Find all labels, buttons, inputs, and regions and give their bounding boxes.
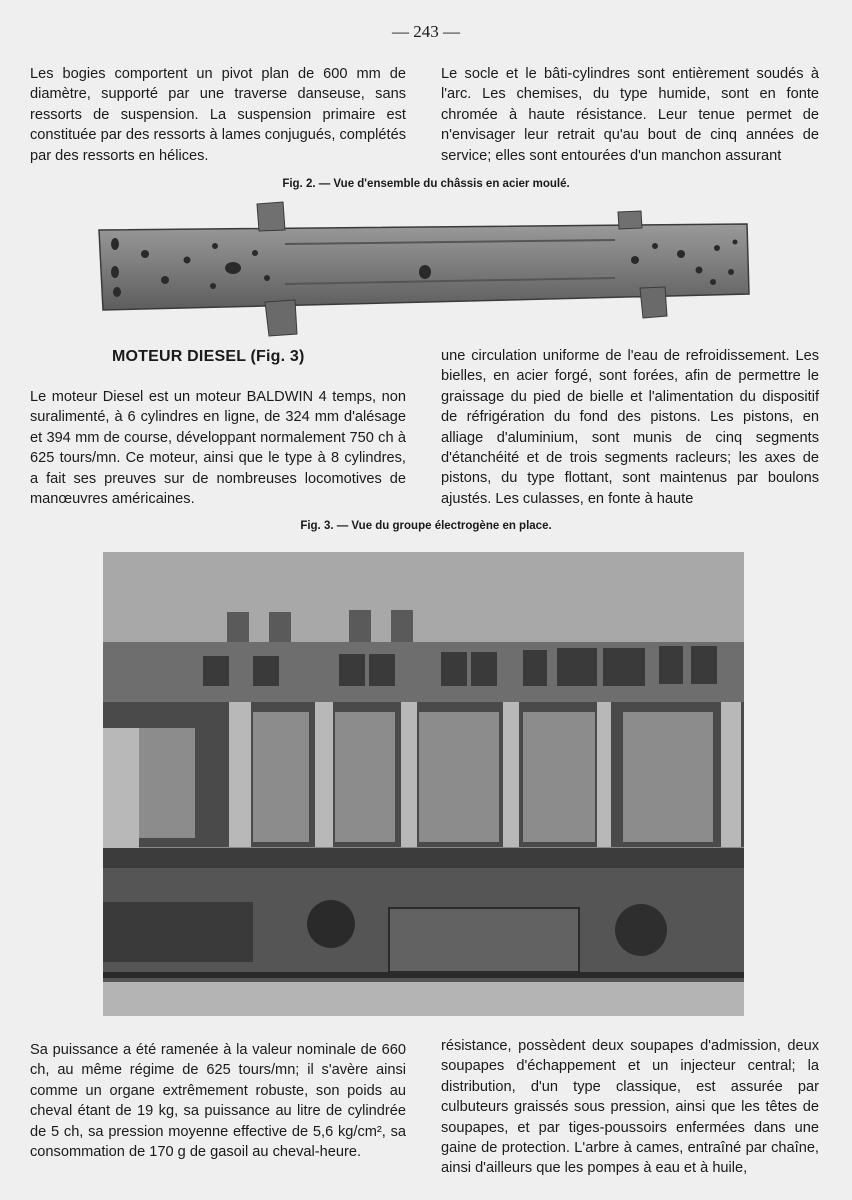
fig2-caption: Fig. 2. — Vue d'ensemble du châssis en acier moulé.	[282, 178, 570, 190]
page-number: — 243 —	[392, 22, 460, 41]
section-heading: MOTEUR DIESEL (Fig. 3)	[112, 348, 305, 365]
fig2-chassis-image	[95, 198, 755, 340]
text-block-middle-left: Le moteur Diesel est un moteur BALDWIN 4 temps, non suralimenté, à 6 cylindres en ligne, de 324 mm d'alésage et 394 mm de course, développant normalement 750 ch à 625 tours/mn. Ce moteur, ainsi que le type à 8 cylindres, a fait ses preuves sur de nombreuses locomotives de manœuvres américaines.	[30, 389, 406, 508]
text-block-middle-right: une circulation uniforme de l'eau de refroidissement. Les bielles, en acier forgé, sont forées, afin de permettre le graissage du pied de bielle et l'alimentation du dispositif de réfrigération du fond des pistons. Les pistons, en alliage d'aluminium, sont munis de cinq segments d'étanchéité et de trois segments racleurs; les axes de pistons, du type flottant, sont maintenus par boulons ajustés. Les culasses, en fonte à haute	[441, 348, 819, 507]
text-block-top-left: Les bogies comportent un pivot plan de 600 mm de diamètre, supporté par une traverse danseuse, sans ressorts de suspension. La suspension primaire est constituée par des ressorts à lames conjugués, complétés par des ressorts en hélices.	[30, 66, 406, 164]
text-block-top-right: Le socle et le bâti-cylindres sont entièrement soudés à l'arc. Les chemises, du type humide, sont en fonte chromée à haute résistance. Leur tenue permet de n'envisager leur retrait qu'au bout de cinq années de service; elles sont entourées d'un manchon assurant	[441, 66, 819, 164]
fig3-locomotive-photo	[103, 552, 744, 1016]
fig3-caption: Fig. 3. — Vue du groupe électrogène en place.	[300, 520, 552, 532]
text-block-bottom-right: résistance, possèdent deux soupapes d'admission, deux soupapes d'échappement et un injecteur central; la distribution, d'un type classique, est assurée par culbuteurs graissés sous pression, ainsi que les têtes de soupapes, et par tiges-poussoirs enfermées dans une gaine de protection. L'arbre à cames, entraîné par chaîne, ainsi d'ailleurs que les pompes à eau et à huile,	[441, 1038, 819, 1177]
text-block-bottom-left: Sa puissance a été ramenée à la valeur nominale de 660 ch, au même régime de 625 tours/mn; il s'avère ainsi comme un organe extrêmement robuste, son poids au cheval étant de 19 kg, sa puissance au litre de cylindrée de 5 ch, sa pression moyenne effective de 5,6 kg/cm², sa consommation de 170 g de gasoil au cheval-heure.	[30, 1042, 406, 1161]
